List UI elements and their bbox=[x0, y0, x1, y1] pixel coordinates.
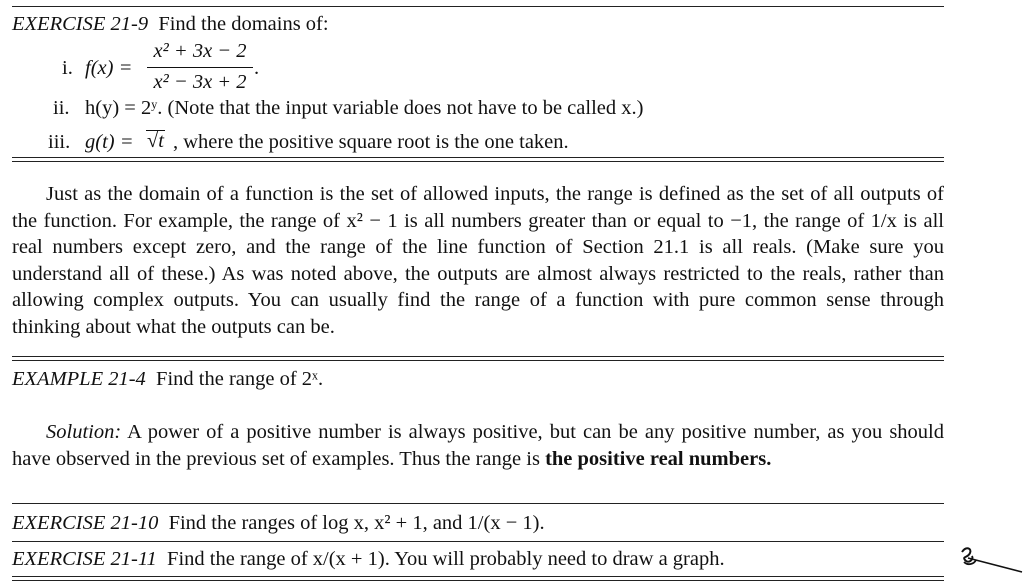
section-rule-3 bbox=[12, 503, 944, 504]
exercise-21-11-prompt: Find the range of x/(x + 1). You will probably need to draw a graph. bbox=[167, 548, 725, 570]
example-21-4-title: EXAMPLE 21-4 bbox=[12, 368, 146, 390]
section-rule-2b bbox=[12, 360, 944, 361]
section-rule-4 bbox=[12, 541, 944, 542]
example-21-4-solution bbox=[12, 419, 944, 472]
exercise-21-9-title: EXERCISE 21-9 bbox=[12, 13, 149, 35]
section-rule-1b bbox=[12, 161, 944, 162]
section-rule-1a bbox=[12, 157, 944, 158]
item-i-period: . bbox=[254, 57, 260, 79]
exercise-21-10 bbox=[12, 513, 545, 534]
item-ii-label: ii. bbox=[53, 97, 70, 119]
sqrt-expression: √t bbox=[147, 130, 164, 152]
item-i-numerator: x² + 3x − 2 bbox=[153, 40, 247, 62]
exercise-21-10-prompt: Find the ranges of log x, x² + 1, and 1/(x − 1). bbox=[168, 512, 545, 534]
range-paragraph: Just as the domain of a function is the set of allowed inputs, the range is defined as the set of all outputs of the function. For example, the range of x² − 1 is all numbers greater than or equal to −1, the range of 1/x is all real numbers except zero, and the range of the line function of Section 21.1 is all reals. (Make sure you understand all of these.) As was noted above, the outputs are almost always restricted to the reals, rather than allowing complex outputs. You can usually find the range of a function with pure common sense through thinking about what the outputs can be. bbox=[12, 183, 944, 338]
pointing-hand-icon bbox=[956, 540, 1026, 578]
item-iii-label: iii. bbox=[48, 131, 71, 153]
fraction-bar bbox=[147, 67, 253, 68]
solution-answer: the positive real numbers. bbox=[545, 447, 772, 470]
item-i-label: i. bbox=[62, 57, 73, 79]
example-21-4-header bbox=[12, 369, 323, 390]
bottom-rule-b bbox=[12, 580, 944, 581]
exercise-21-10-title: EXERCISE 21-10 bbox=[12, 512, 159, 534]
section-rule-2a bbox=[12, 356, 944, 357]
top-rule bbox=[12, 6, 944, 7]
item-i-denominator: x² − 3x + 2 bbox=[153, 71, 247, 93]
exercise-21-9-header bbox=[12, 14, 329, 35]
exercise-21-9-prompt: Find the domains of: bbox=[158, 13, 329, 35]
item-iii-lhs: g(t) = bbox=[85, 131, 134, 153]
solution-text: A power of a positive number is always positive, but can be any positive number, as you should have observed in the previous set of examples. Thus the range is bbox=[12, 421, 944, 470]
bottom-rule-a bbox=[12, 576, 944, 577]
solution-label: Solution: bbox=[46, 421, 122, 443]
item-iii-sqrt bbox=[146, 130, 165, 152]
example-21-4-prompt: Find the range of 2ˣ. bbox=[156, 368, 324, 390]
item-iii-text: , where the positive square root is the one taken. bbox=[173, 131, 569, 153]
exercise-21-11 bbox=[12, 549, 725, 570]
exercise-21-11-title: EXERCISE 21-11 bbox=[12, 548, 157, 570]
item-i-lhs: f(x) = bbox=[85, 57, 133, 79]
item-ii-text: h(y) = 2ʸ. (Note that the input variable does not have to be called x.) bbox=[85, 97, 644, 119]
